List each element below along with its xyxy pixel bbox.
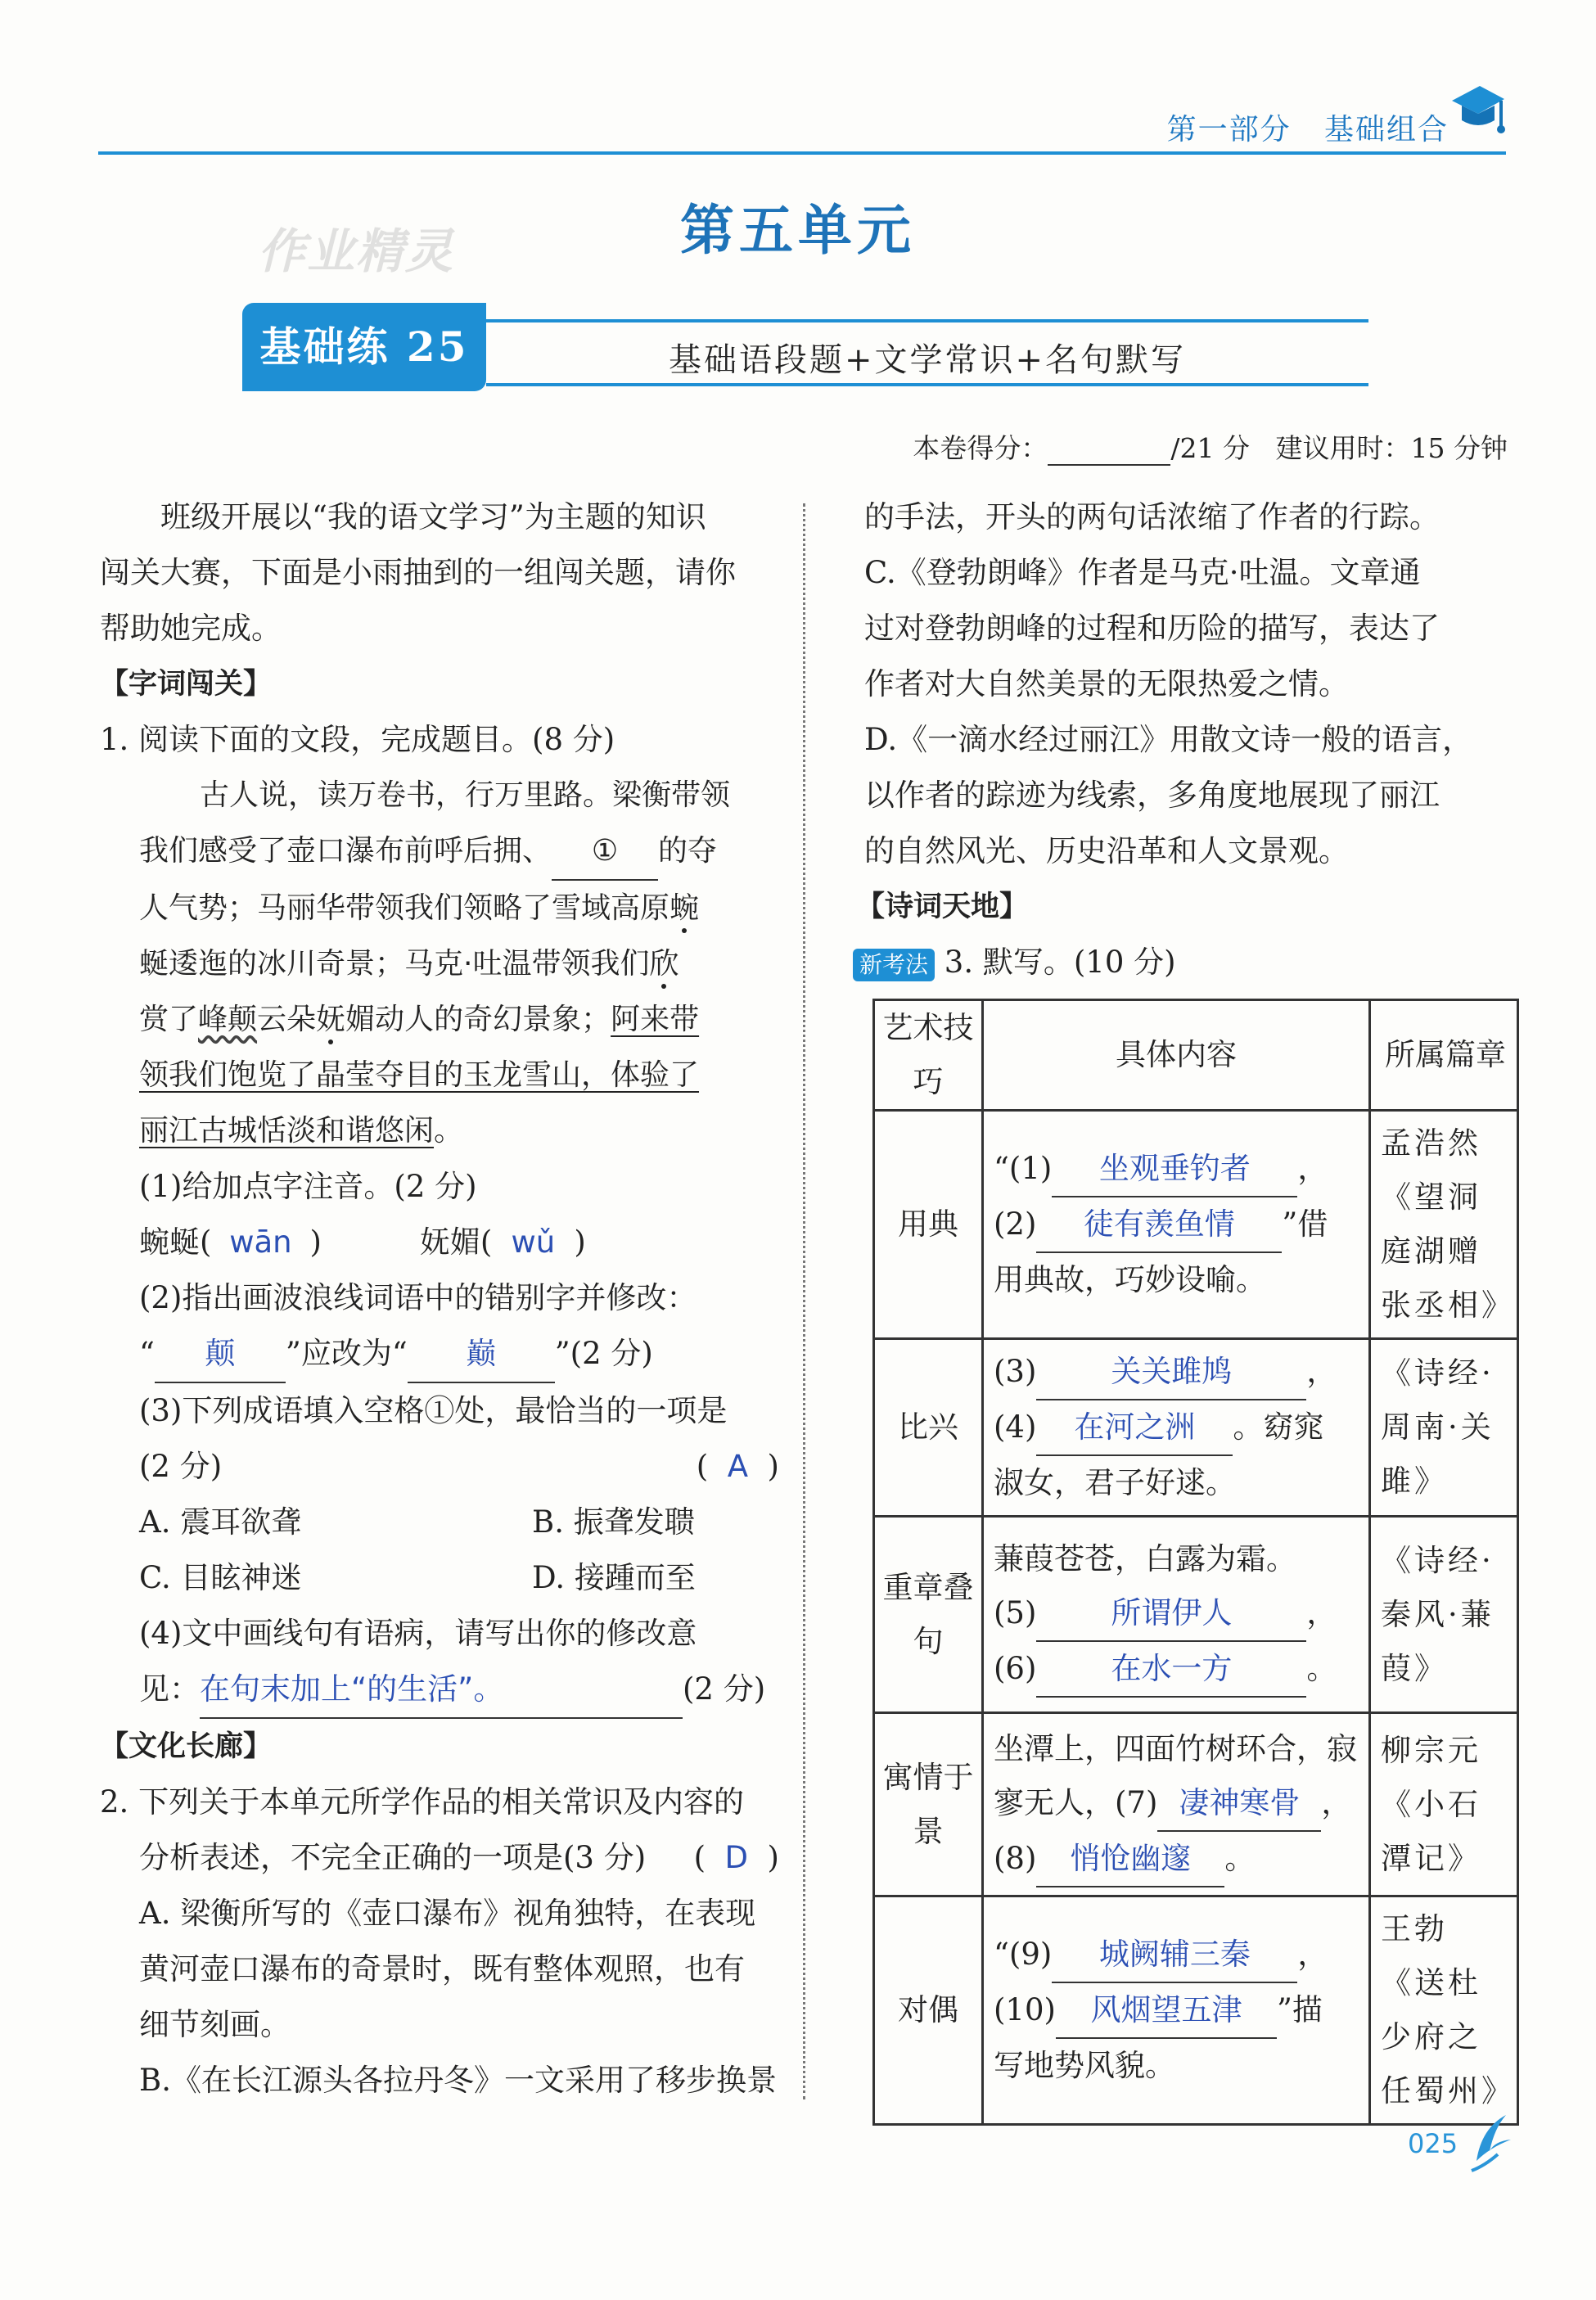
row-skill: 寓情于景: [874, 1713, 983, 1896]
passage-line-4: 蜒逶迤的冰川奇景；马克·吐温带领我们欣: [139, 947, 679, 981]
option-2a-line-2: 黄河壶口瀑布的奇景时，既有整体观照，也有: [139, 1951, 745, 1987]
option-2c-line-2: 过对登勃朗峰的过程和历险的描写，表达了: [864, 611, 1440, 646]
option-2c-line-1: C.《登勃朗峰》作者是马克·吐温。文章通: [864, 555, 1421, 590]
option-2a-line-3: 细节刻画。: [139, 2007, 291, 2042]
table-row: [874, 1339, 1518, 1517]
row-skill: 重章叠句: [874, 1517, 983, 1713]
left-column: [100, 489, 779, 2108]
question-1-3: (3)下列成语填入空格①处，最恰当的一项是: [139, 1393, 728, 1428]
row-source: 《诗经·秦风·蒹葭》: [1370, 1517, 1518, 1713]
question-2-answer: D: [724, 1840, 749, 1875]
row-source: 王勃《送杜少府之任蜀州》: [1370, 1896, 1518, 2125]
score-blank[interactable]: [1048, 432, 1170, 466]
pinyin-answer-2: wǔ: [511, 1224, 556, 1260]
pinyin-answer-1: wān: [229, 1224, 292, 1260]
intro-line-3: 帮助她完成。: [100, 611, 282, 646]
column-divider: [803, 503, 805, 2099]
wrong-char-answer: 颠: [155, 1326, 286, 1383]
correct-char-answer: 巅: [408, 1326, 555, 1383]
answer-blank-9[interactable]: 城阙辅三秦: [1052, 1928, 1297, 1983]
passage: [100, 768, 779, 1159]
table-header-row: [874, 1000, 1518, 1111]
passage-blank-1[interactable]: ①: [552, 823, 658, 881]
question-3-title: 3. 默写。(10 分): [944, 945, 1176, 980]
header-section: 基础组合: [1323, 113, 1449, 147]
question-1-2: (2)指出画波浪线词语中的错别字并修改：: [139, 1280, 697, 1315]
section-heading-words: 【字词闯关】: [100, 668, 273, 701]
question-2-answer-bracket: ( D ): [693, 1840, 779, 1875]
answer-blank-2[interactable]: 徒有羡鱼情: [1036, 1197, 1282, 1253]
header-skill: 艺术技巧: [874, 1000, 983, 1111]
banner-rule-top: [486, 319, 1368, 322]
page-number: 025: [1408, 2128, 1458, 2159]
intro-line-1: 班级开展以“我的语文学习”为主题的知识: [160, 499, 706, 534]
answer-blank-6[interactable]: 在水一方: [1036, 1642, 1306, 1698]
option-a: A. 震耳欲聋: [139, 1504, 302, 1540]
question-1-3-score-line: (2 分) ( A ): [139, 1439, 779, 1495]
table-row: [874, 1713, 1518, 1896]
question-1-2-answer: “ 颠 ”应改为“ 巅 ”(2 分): [139, 1326, 779, 1383]
passage-line-7: 丽江古城恬淡和谐悠闲。: [139, 1114, 464, 1148]
banner-rule-bottom: [486, 383, 1368, 386]
question-2-line-2: 分析表述，不完全正确的一项是(3 分) ( D ): [100, 1830, 779, 1886]
passage-line-5: 赏了峰颠云朵妩媚动人的奇幻景象；阿来带: [139, 1003, 700, 1036]
row-source: 柳宗元《小石潭记》: [1370, 1713, 1518, 1896]
unit-title: 第五单元: [680, 198, 916, 262]
score-label: 本卷得分：: [913, 432, 1048, 464]
new-exam-tag: 新考法: [853, 949, 935, 981]
row-content: 坐潭上，四面竹树环合，寂 寥无人，(7) 凄神寒骨 ， (8) 悄怆幽邃 。: [983, 1713, 1370, 1896]
header-part: 第一部分: [1166, 113, 1292, 147]
options-row-1: [139, 1495, 779, 1550]
question-1-4: (4)文中画线句有语病，请写出你的修改意: [139, 1616, 697, 1651]
table-row: [874, 1517, 1518, 1713]
section-heading-poetry: 【诗词天地】: [856, 891, 1029, 923]
question-1-3-answer-bracket: ( A ): [696, 1449, 779, 1484]
answer-blank-7[interactable]: 凄神寒骨: [1157, 1776, 1321, 1832]
passage-line-3: 人气势；马丽华带领我们领略了雪域高原蜿: [139, 891, 700, 925]
row-source: 《诗经·周南·关雎》: [1370, 1339, 1518, 1517]
header-content: 具体内容: [983, 1000, 1370, 1111]
underlined-sentence-part-2: 领我们饱览了晶莹夺目的玉龙雪山，体验了: [139, 1058, 700, 1092]
dotted-char-xin: 欣: [649, 947, 679, 981]
table-row: [874, 1111, 1518, 1339]
practice-badge: 基础练 25: [242, 303, 486, 391]
question-1-1: (1)给加点字注音。(2 分): [139, 1169, 477, 1204]
passage-line-2: 我们感受了壶口瀑布前呼后拥、 ① 的夺: [139, 823, 779, 881]
watermark: 作业精灵: [258, 223, 455, 279]
answer-blank-10[interactable]: 风烟望五津: [1056, 1983, 1277, 2039]
question-1-4-answer-line: 见：在句末加上“的生活”。 (2 分): [139, 1662, 779, 1719]
graduation-cap-icon: [1449, 78, 1506, 143]
suggested-time: 建议用时：15 分钟: [1275, 432, 1508, 464]
row-skill: 用典: [874, 1111, 983, 1339]
row-source: 孟浩然《望洞庭湖赠张丞相》: [1370, 1111, 1518, 1339]
answer-blank-5[interactable]: 所谓伊人: [1036, 1586, 1306, 1642]
option-2d-line-3: 的自然风光、历史沿革和人文景观。: [864, 833, 1349, 868]
question-3-title-line: [853, 935, 1519, 990]
answer-blank-3[interactable]: 关关雎鸠: [1036, 1345, 1306, 1400]
answer-blank-8[interactable]: 悄怆幽邃: [1036, 1832, 1224, 1887]
row-content: “(9) 城阙辅三秦 ， (10) 风烟望五津 ”描 写地势风貌。: [983, 1896, 1370, 2125]
question-1-parts: [100, 1159, 779, 1719]
right-column: [856, 489, 1519, 990]
table-row: [874, 1896, 1518, 2125]
question-1-4-answer: 在句末加上“的生活”。: [200, 1662, 683, 1719]
score-line: [913, 427, 1508, 466]
section-heading-culture: 【文化长廊】: [100, 1730, 273, 1763]
row-content: “(1) 坐观垂钓者 ， (2) 徒有羡鱼情 ”借 用典故，巧妙设喻。: [983, 1111, 1370, 1339]
score-total: /21 分: [1170, 432, 1251, 464]
question-1-title: 1. 阅读下面的文段，完成题目。(8 分): [100, 722, 615, 757]
underlined-sentence-part-1: 阿来带: [611, 1003, 700, 1036]
poetry-table: [872, 999, 1519, 2126]
answer-blank-1[interactable]: 坐观垂钓者: [1052, 1142, 1297, 1197]
row-content: 蒹葭苍苍，白露为霜。 (5) 所谓伊人 ， (6) 在水一方 。: [983, 1517, 1370, 1713]
header-source: 所属篇章: [1370, 1000, 1518, 1111]
question-2-options-left: [100, 1886, 779, 2108]
pinyin-answers: 蜿蜒( wān ) 妩媚( wǔ ): [139, 1215, 779, 1270]
option-2c-line-3: 作者对大自然美景的无限热爱之情。: [864, 666, 1349, 701]
option-b: B. 振聋发聩: [532, 1504, 695, 1540]
row-skill: 比兴: [874, 1339, 983, 1517]
option-2d-line-1: D.《一滴水经过丽江》用散文诗一般的语言，: [864, 722, 1473, 757]
question-1-3-answer: A: [727, 1449, 749, 1484]
row-content: (3) 关关雎鸠 ， (4) 在河之洲 。窈窕 淑女，君子好逑。: [983, 1339, 1370, 1517]
feather-swoosh-icon: [1465, 2112, 1514, 2177]
question-2-line-1: 2. 下列关于本单元所学作品的相关常识及内容的: [100, 1784, 745, 1820]
options-row-2: [139, 1550, 779, 1606]
dotted-char-wu: 妩: [316, 1003, 346, 1036]
practice-subtitle: 基础语段题+文学常识+名句默写: [668, 341, 1187, 379]
option-d: D. 接踵而至: [532, 1560, 696, 1595]
header-part-section: [1167, 106, 1449, 148]
answer-blank-4[interactable]: 在河之洲: [1036, 1400, 1233, 1456]
passage-line-1: 古人说，读万卷书，行万里路。梁衡带领: [200, 778, 731, 812]
option-2d-line-2: 以作者的踪迹为线索，多角度地展现了丽江: [864, 778, 1440, 813]
header-rule: [98, 151, 1506, 155]
option-2a-line-1: A. 梁衡所写的《壶口瀑布》视角独特，在表现: [139, 1896, 756, 1931]
option-2b-line-1: B.《在长江源头各拉丹冬》一文采用了移步换景: [139, 2063, 777, 2098]
dotted-char-wan: 蜿: [670, 891, 700, 925]
wavy-underlined-word: 峰颠: [198, 1003, 258, 1036]
option-c: C. 目眩神迷: [139, 1560, 302, 1595]
option-2b-line-2: 的手法，开头的两句话浓缩了作者的行踪。: [864, 499, 1440, 534]
intro-line-2: 闯关大赛，下面是小雨抽到的一组闯关题，请你: [100, 555, 736, 590]
row-skill: 对偶: [874, 1896, 983, 2125]
underlined-sentence-part-3: 丽江古城恬淡和谐悠闲: [139, 1114, 435, 1148]
